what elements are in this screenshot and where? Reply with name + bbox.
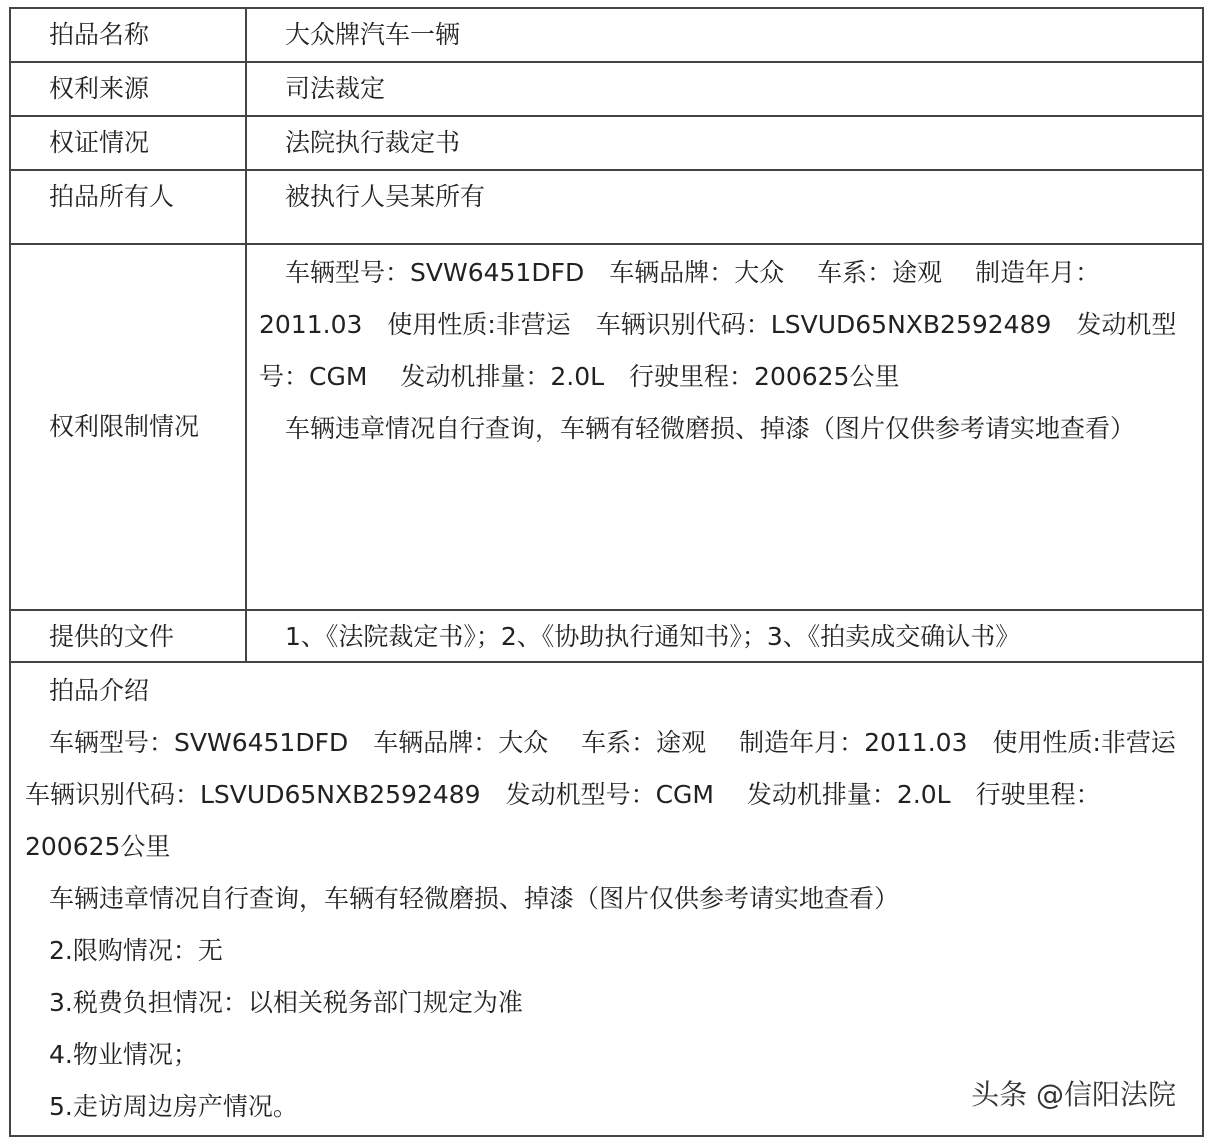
row-owner [11, 171, 1202, 245]
intro-surroundings: 5.走访周边房产情况。 [49, 1092, 298, 1121]
row-restrictions [11, 245, 1202, 611]
restriction-vehicle-details: 车辆型号：SVW6451DFD 车辆品牌：大众 车系：途观 制造年月：2011.03 使用性质:非营运 车辆识别代码：LSVUD65NXB2592489 发动机型号：CGM 发动机排量：2.0L 行驶里程：200625公里 [259, 258, 1177, 391]
intro-property: 4.物业情况； [49, 1040, 198, 1069]
intro-title: 拍品介绍 [49, 676, 150, 705]
label-restrictions: 权利限制情况 [49, 412, 200, 441]
label-documents: 提供的文件 [49, 622, 175, 651]
label-owner: 拍品所有人 [49, 182, 175, 211]
intro-tax-burden: 3.税费负担情况：以相关税务部门规定为准 [49, 988, 523, 1017]
value-item-name: 大众牌汽车一辆 [285, 20, 461, 49]
restriction-condition-note: 车辆违章情况自行查询，车辆有轻微磨损、掉漆（图片仅供参考请实地查看） [285, 414, 1136, 443]
intro-vehicle-details: 车辆型号：SVW6451DFD 车辆品牌：大众 车系：途观 制造年月：2011.03 使用性质:非营运 车辆识别代码：LSVUD65NXB2592489 发动机型号：CGM 发动机排量：2.0L 行驶里程：200625公里 [25, 728, 1201, 861]
value-documents: 1、《法院裁定书》；2、《协助执行通知书》；3、《拍卖成交确认书》 [285, 622, 1021, 651]
auction-info-table [9, 7, 1204, 1137]
row-item-name [11, 9, 1202, 63]
value-certificate: 法院执行裁定书 [285, 128, 461, 157]
value-rights-source: 司法裁定 [285, 74, 386, 103]
intro-condition-note: 车辆违章情况自行查询，车辆有轻微磨损、掉漆（图片仅供参考请实地查看） [49, 884, 900, 913]
value-owner: 被执行人吴某所有 [285, 182, 486, 211]
label-certificate: 权证情况 [49, 128, 150, 157]
item-introduction [25, 665, 1201, 1133]
intro-purchase-limit: 2.限购情况：无 [49, 936, 223, 965]
row-certificate [11, 117, 1202, 171]
watermark: 头条 @信阳法院 [971, 1078, 1176, 1111]
row-rights-source [11, 63, 1202, 117]
label-item-name: 拍品名称 [49, 20, 150, 49]
label-rights-source: 权利来源 [49, 74, 150, 103]
row-documents [11, 611, 1202, 663]
